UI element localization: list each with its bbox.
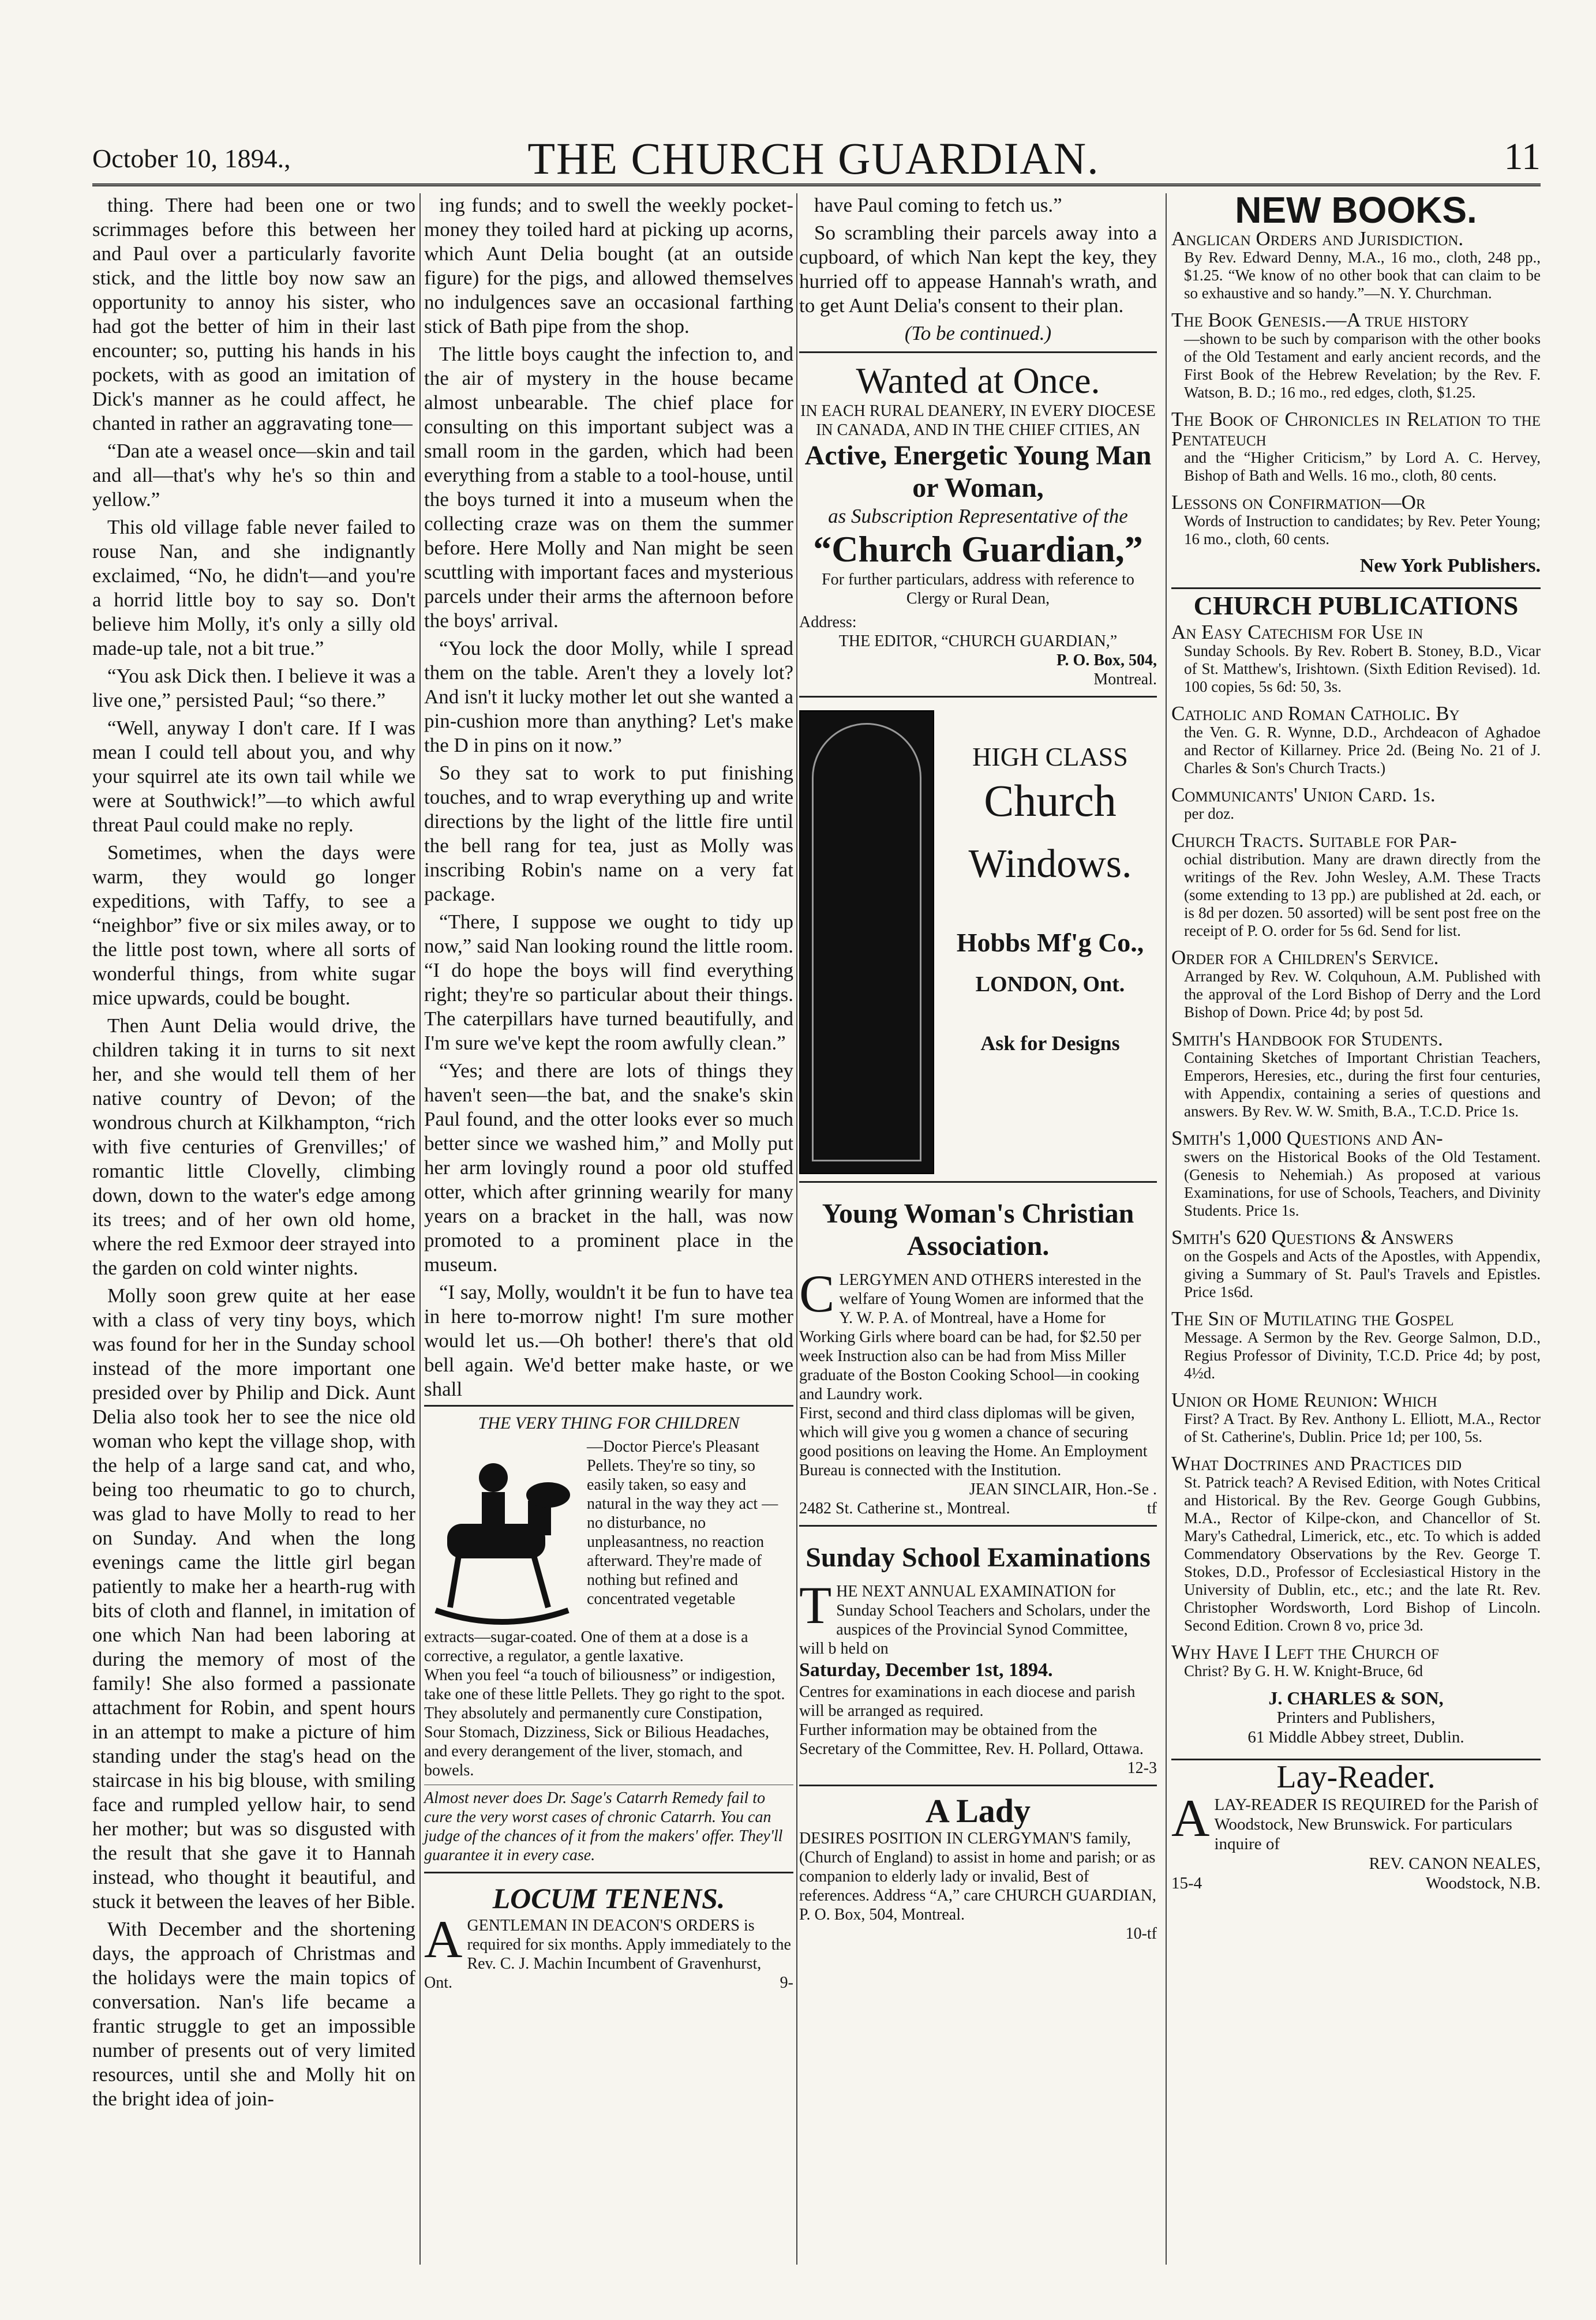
paragraph: “You ask Dick then. I believe it was a live one,” persisted Paul; “so there.” [92, 665, 415, 711]
drop-cap: C [799, 1264, 835, 1323]
publication-title: Union or Home Reunion: Which [1171, 1389, 1437, 1411]
issue-date: October 10, 1894., [92, 144, 291, 173]
publication-desc: swers on the Historical Books of the Old Testament. (Genesis to Nehemiah.) As proposed at various Examinations, for use of Schools, Teachers, and Divinity Students. Price 1s. [1184, 1148, 1541, 1219]
paragraph: Sometimes, when the days were warm, they would go longer expeditions, with Taffy, to see a “neighbor” five or six miles away, or to the little post town, where all sorts of wonderful things, from white sugar mice upwards, could be bought. [92, 841, 415, 1009]
wanted-line: “Church Guardian,” [813, 529, 1143, 569]
publication-desc: First? A Tract. By Rev. Anthony L. Elliott, M.A., Rector of St. Catherine's, Dublin. Price 1d; per 100, 5s. [1184, 1410, 1541, 1445]
wanted-line: For further particulars, address with reference to Clergy or Rural Dean, [822, 571, 1134, 608]
drop-cap: T [799, 1576, 832, 1635]
publication-title: What Doctrines and Practices did [1171, 1452, 1462, 1475]
lady-title: A Lady [925, 1792, 1031, 1830]
paragraph: “I say, Molly, wouldn't it be fun to have tea in here to-morrow night! I'm sure mother would let us.—Oh bother! there's that old bell again. We'd better make haste, or we shall [424, 1281, 793, 1400]
publication-desc: St. Patrick teach? A Revised Edition, with Notes Critical and Historical. By the Rev. George Gough Gubbins, M.A., Rector of Kilpe-ckon, and Chancellor of St. Mary's Cathedral, Limerick, etc., etc. To which is added Commendatory Observations by the Rev. George T. Stokes, D.D., Professor of Ecclesiastical History in the University of Dublin, etc., etc.; and the late Rt. Rev. Christopher Wordsworth, Lord Bishop of Lincoln. Second Edition. Crown 8 vo, price 3d. [1184, 1474, 1541, 1634]
publication-entry [1171, 1390, 1541, 1446]
paragraph: So they sat to work to put finishing touches, and to wrap everything up and write directions by the light of the little fire until the bell rang for tea, just as Molly was inscribing Robin's name on a very fat package. [424, 762, 793, 905]
column-divider [1166, 193, 1167, 2265]
drop-cap: A [424, 1910, 463, 1969]
sunday-date: Saturday, December 1st, 1894. [799, 1659, 1053, 1681]
publisher-line: 61 Middle Abbey street, Dublin. [1247, 1728, 1464, 1746]
paragraph: “Well, anyway I don't care. If I was mean I could tell about you, and why your squirrel ate its own tail while we were at Southwick!”—to which awful threat Paul could make no reply. [92, 717, 415, 836]
paragraph: thing. There had been one or two scrimmages before this between her and Paul over a particularly favorite stick, and the little boy now saw an opportunity to annoy his sister, who had got the better of him in their last encounter; so, putting his hands in his pockets, with as good an imitation of Dick's manner as he could affect, he chanted in rather an aggravating tone— [92, 194, 415, 434]
church-publications-title: CHURCH PUBLICATIONS [1193, 591, 1519, 620]
drop-cap: A [1171, 1789, 1210, 1847]
publication-desc: Message. A Sermon by the Rev. George Salmon, D.D., Regius Professor of Divinity, T.C.D. Price 4d; by post, 4½d. [1184, 1329, 1541, 1382]
ad-body: extracts—sugar-coated. One of them at a dose is a corrective, a regulator, a gentle laxative. [424, 1628, 748, 1665]
publication-desc: Containing Sketches of Important Christian Teachers, Emperors, Heresies, etc., during the first four centuries, with Appendix, containing a series of questions and answers. By Rev. W. W. Smith, B.A., T.C.D. Price 1s. [1184, 1049, 1541, 1120]
publication-desc: the Ven. G. R. Wynne, D.D., Archdeacon of Aghadoe and Rector of Killarney. Price 2d. (Being No. 21 of J. Charles & Son's Church Tracts.) [1184, 724, 1541, 777]
publication-entry [1171, 831, 1541, 940]
sunday-text: Further information may be obtained from the Secretary of the Committee, Rev. H. Pollard, Ottawa. [799, 1721, 1144, 1758]
publication-desc: ochial distribution. Many are drawn directly from the writings of the Rev. John Wesley, A.M. These Tracts (some extending to 13 pp.) are published at 2d. each, or is 8d per dozen. 50 assorted) will be sent post free on the receipt of P. O. order for 5s 6d. Send for list. [1184, 850, 1541, 939]
publication-entry [1171, 1029, 1541, 1120]
windows-line: HIGH CLASS [972, 742, 1128, 771]
publication-entry [1171, 1228, 1541, 1301]
publication-title: Catholic and Roman Catholic. By [1171, 702, 1460, 725]
lay-reader-title: Lay-Reader. [1276, 1759, 1436, 1795]
address-line: P. O. Box, 504, [1056, 651, 1157, 669]
book-entry [1171, 229, 1541, 302]
lady-ad [799, 1785, 1157, 1950]
column-divider [796, 193, 797, 2265]
paragraph: This old village fable never failed to rouse Nan, and she indignantly exclaimed, “No, he didn't—and you're a horrid little boy to say so. Don't believe him Molly, it's only a silly old made-up tale, not a bit true.” [92, 516, 415, 659]
publication-entry [1171, 1129, 1541, 1220]
publication-desc: Christ? By G. H. W. Knight-Bruce, 6d [1184, 1662, 1423, 1680]
stained-glass-window-illustration [799, 710, 934, 1174]
publication-entry [1171, 948, 1541, 1021]
locum-title: LOCUM TENENS. [492, 1882, 725, 1914]
paragraph: The little boys caught the infection to, and the air of mystery in the house became almost unbearable. The chief place for consulting on this important subject was a small room in the garden, which had been everything from a stable to a tool-house, until the boys turned it into a museum when the collecting craze was on them the summer before. Here Molly and Nan might be seen scuttling with important faces and mysterious parcels under their arms the afternoon before the boys' arrival. [424, 343, 793, 632]
publication-title: The Sin of Mutilating the Gospel [1171, 1307, 1454, 1330]
column-4-books [1171, 189, 1541, 1900]
book-title: The Book of Chronicles in Relation to the Pentateuch [1171, 408, 1541, 450]
address-line: Montreal. [1093, 670, 1157, 688]
lay-reader-text: LAY-READER IS REQUIRED for the Parish of Woodstock, New Brunswick. For particulars inquire of [1214, 1796, 1538, 1853]
windows-ad [799, 696, 1157, 1181]
lay-reader-ad [1171, 1759, 1541, 1900]
sunday-school-ad [799, 1525, 1157, 1785]
ad-ref: 10-tf [1125, 1925, 1157, 1943]
windows-line: Hobbs Mf'g Co., [956, 928, 1144, 957]
lady-text: DESIRES POSITION IN CLERGYMAN'S family, (Church of England) to assist in home and parish; or as companion to elderly lady or invalid, Best of references. Address “A,” care CHURCH GUARDIAN, P. O. Box, 504, Montreal. [799, 1830, 1156, 1924]
book-desc: By Rev. Edward Denny, M.A., 16 mo., cloth, 248 pp., $1.25. “We know of no other book that can claim to be so exhaustive and so handy.”—N. Y. Churchman. [1184, 249, 1541, 302]
publication-title: Church Tracts. Suitable for Par- [1171, 829, 1457, 852]
book-entry [1171, 493, 1541, 548]
column-1-story [92, 193, 415, 2115]
publication-desc: Sunday Schools. By Rev. Robert B. Stoney, B.D., Vicar of St. Matthew's, Irishtown. (Sixth Edition Revised). 1d. 100 copies, 5s 6d: 50, 3s. [1184, 642, 1541, 695]
publication-desc: Arranged by Rev. W. Colquhoun, A.M. Published with the approval of the Lord Bishop of Derry and the Lord Bishop of Down. Price 4d; by post 5d. [1184, 968, 1541, 1021]
publication-entry [1171, 1643, 1541, 1680]
page-number: 11 [1504, 136, 1541, 178]
ywca-text: LERGYMEN AND OTHERS interested in the welfare of Young Women are informed that the Y. W. P. A. of Montreal, have a Home for Working Girls where board can be had, for $2.50 per week Instruction also can be had from Miss Miller graduate of the Boston Cooking School—in cooking and Laundry work. [799, 1271, 1144, 1403]
paragraph: ing funds; and to swell the weekly pocket-money they toiled hard at picking up acorns, which Aunt Delia bought (at an outside figure) for the pigs, and allowed themselves no indulgences save an occasional farthing stick of Bath pipe from the shop. [424, 194, 793, 338]
ad-ref: 15-4 [1171, 1874, 1202, 1892]
publication-entry [1171, 623, 1541, 696]
paragraph: Molly soon grew quite at her ease with a class of very tiny boys, which was found for her in the Sunday school instead of the more important one presided over by Philip and Dick. Aunt Delia also took her to see the nice old woman who kept the village shop, with the help of a large sand cat, and who, being too rheumatic to go to church, was glad to have Molly to read to her on Sunday. And when the long evenings came the little girl began patiently to make her a hearth-rug with bits of cloth and flannel, in imitation of one which Nan had been laboring at during the memory of most of the family! She also formed a passionate attachment for Robin, and spent hours in an attempt to make a picture of him standing under the stag's head on the staircase in his big blouse, with smiling face and rumpled yellow hair, to send her mother; but was so disgusted with the result that she gave it to Hannah instead, who thought it beautiful, and stuck it between the leaves of her Bible. [92, 1284, 415, 1913]
ad-ref: 9- [780, 1974, 793, 1992]
paragraph: With December and the shortening days, the approach of Christmas and the holidays were the main topics of conversation. Nan's life became a frantic struggle to get an impossible number of presents out of very limited resources, until she and Molly hit on the bright idea of join- [92, 1918, 415, 2110]
locum-tenens-ad [424, 1872, 793, 1999]
windows-line: Windows. [968, 842, 1132, 886]
book-entry [1171, 410, 1541, 485]
locum-text: GENTLEMAN IN DEACON'S ORDERS is required for six months. Apply immediately to the Rev. C. J. Machin Incumbent of Gravenhurst, Ont. [424, 1917, 791, 1992]
paragraph: So scrambling their parcels away into a cupboard, of which Nan kept the key, they hurried off to appease Hannah's wrath, and to get Aunt Delia's consent to their plan. [799, 222, 1157, 317]
book-desc: —shown to be such by comparison with the other books of the Old Testament and early ancient records, and the First Book of the Hebrew Revelation; by the Rev. F. Watson, B. D.; 16 mo., red edges, cloth, $1.25. [1184, 330, 1541, 401]
ny-publishers: New York Publishers. [1359, 555, 1541, 576]
paragraph: have Paul coming to fetch us.” [814, 194, 1062, 216]
publication-desc: on the Gospels and Acts of the Apostles, with Appendix, giving a Summary of St. Paul's Travels and Epistles. Price 1s6d. [1184, 1247, 1541, 1300]
paragraph: Then Aunt Delia would drive, the children taking it in turns to sit next her, and she would tell them of her native country of Devon; of the wondrous church at Kilkhampton, “rich with five centuries of Grenvilles;' of romantic little Clovelly, climbing down, down to the water's edge among its trees; and of her own old home, where the red Exmoor deer strayed into the garden on cold winter nights. [92, 1014, 415, 1279]
ad-heading: THE VERY THING FOR CHILDREN [478, 1414, 740, 1433]
column-divider [419, 193, 421, 2265]
wanted-ad [799, 351, 1157, 696]
wanted-line: as Subscription Representative of the [828, 505, 1128, 527]
sunday-title: Sunday School Examinations [806, 1542, 1151, 1573]
ad-body: They absolutely and permanently cure Constipation, Sour Stomach, Dizziness, Sick or Bilious Headaches, and every derangement of the liver, stomach, and bowels. [424, 1704, 770, 1779]
publication-title: Order for a Children's Service. [1171, 946, 1439, 969]
windows-line: LONDON, Ont. [975, 972, 1125, 996]
book-title: Anglican Orders and Jurisdiction. [1171, 227, 1464, 250]
column-3-ads [799, 193, 1157, 1950]
ywca-title: Young Woman's Christian Association. [822, 1198, 1134, 1261]
publication-entry [1171, 785, 1541, 823]
publisher-line: Printers and Publishers, [1276, 1708, 1436, 1727]
publication-title: Smith's Handbook for Students. [1171, 1028, 1443, 1050]
book-entry [1171, 310, 1541, 402]
wanted-line: IN EACH RURAL DEANERY, IN EVERY DIOCESE IN CANADA, AND IN THE CHIEF CITIES, AN [800, 402, 1156, 439]
windows-line: Church [984, 775, 1117, 826]
publication-entry [1171, 1309, 1541, 1382]
address-line: THE EDITOR, “CHURCH GUARDIAN,” [838, 632, 1118, 650]
ywca-signature: JEAN SINCLAIR, Hon.-Se . [969, 1481, 1157, 1498]
page-header [92, 133, 1541, 183]
book-title: The Book Genesis.—A true history [1171, 309, 1470, 331]
publication-title: An Easy Catechism for Use in [1171, 621, 1423, 643]
paragraph: “There, I suppose we ought to tidy up now,” said Nan looking round the little room. “I do hope the boys will find everything right; they're so particular about their things. The caterpillars have turned beautifully, and I'm sure we've kept the room awfully clean.” [424, 910, 793, 1054]
pellets-advertisement [424, 1405, 793, 1872]
publisher-name: J. CHARLES & SON, [1268, 1688, 1444, 1708]
header-rule [92, 183, 1541, 186]
new-books-title: NEW BOOKS. [1235, 189, 1477, 231]
ad-body: When you feel “a touch of biliousness” or indigestion, take one of these little Pellets. They go right to the spot. [424, 1666, 785, 1703]
ad-side-text: —Doctor Pierce's Pleasant Pellets. They're so tiny, so easily taken, so easy and natural in the way they act — no disturbance, no unpleasantness, no reaction afterward. They're made of nothing but refined and concentrated vegetable [587, 1438, 778, 1608]
lay-reader-addr: Woodstock, N.B. [1425, 1874, 1541, 1892]
publication-title: Smith's 620 Questions & Answers [1171, 1226, 1454, 1249]
wanted-line: Active, Energetic Young Man or Woman, [804, 440, 1152, 503]
sunday-text: HE NEXT ANNUAL EXAMINATION for Sunday School Teachers and Scholars, under the auspices of the Provincial Synod Committee, will b held on [799, 1583, 1151, 1658]
continued-note: (To be continued.) [904, 322, 1052, 344]
ywca-ad [799, 1181, 1157, 1525]
publication-title: Why Have I Left the Church of [1171, 1641, 1439, 1663]
book-desc: Words of Instruction to candidates; by Rev. Peter Young; 16 mo., cloth, 60 cents. [1184, 512, 1541, 548]
paragraph: “Yes; and there are lots of things they haven't seen—the bat, and the snake's skin Paul found, and the otter looks ever so much better since we washed him,” and Molly put her arm lovingly round a poor old stuffed otter, which after grinning wearily for many years on a bracket in the hall, was now promoted to a prominent place in the museum. [424, 1059, 793, 1276]
book-desc: and the “Higher Criticism,” by Lord A. C. Hervey, Bishop of Bath and Wells. 16 mo., cloth, 80 cents. [1184, 449, 1541, 484]
address-label: Address: [799, 613, 857, 631]
catarrh-ad: Almost never does Dr. Sage's Catarrh Remedy fail to cure the very worst cases of chronic Catarrh. You can judge of the chances of it from the makers' offer. They'll guarantee it in every case. [424, 1785, 793, 1865]
lay-reader-sign: REV. CANON NEALES, [1369, 1854, 1541, 1873]
rocking-horse-illustration [424, 1437, 580, 1628]
publication-entry [1171, 1454, 1541, 1635]
publication-title: Smith's 1,000 Questions and An- [1171, 1127, 1443, 1149]
ywca-text: First, second and third class diplomas will be given, which will give you g women a chance of securing good positions on leaving the Home. An Employment Bureau is connected with the Institution. [799, 1404, 1148, 1479]
book-title: Lessons on Confirmation—Or [1171, 491, 1426, 514]
windows-line: Ask for Designs [980, 1032, 1120, 1055]
ad-ref: tf [1147, 1500, 1157, 1517]
paragraph: “Dan ate a weasel once—skin and tail and all—that's why he's so thin and yellow.” [92, 440, 415, 511]
ad-ref: 12-3 [1127, 1759, 1157, 1777]
publication-title: Communicants' Union Card. 1s. [1171, 784, 1436, 806]
publication-desc: per doz. [1184, 805, 1234, 822]
masthead-title: THE CHURCH GUARDIAN. [527, 133, 1100, 183]
publication-entry [1171, 704, 1541, 777]
wanted-title: Wanted at Once. [856, 360, 1100, 401]
sunday-text: Centres for examinations in each diocese and parish will be arranged as required. [799, 1683, 1136, 1720]
paragraph: “You lock the door Molly, while I spread them on the table. Aren't they a lovely lot? And isn't it lucky mother let out she wanted a pin-cushion more than anything? Let's make the D in pins on it now.” [424, 637, 793, 756]
ywca-address: 2482 St. Catherine st., Montreal. [799, 1500, 1010, 1517]
column-2-story [424, 193, 793, 1999]
